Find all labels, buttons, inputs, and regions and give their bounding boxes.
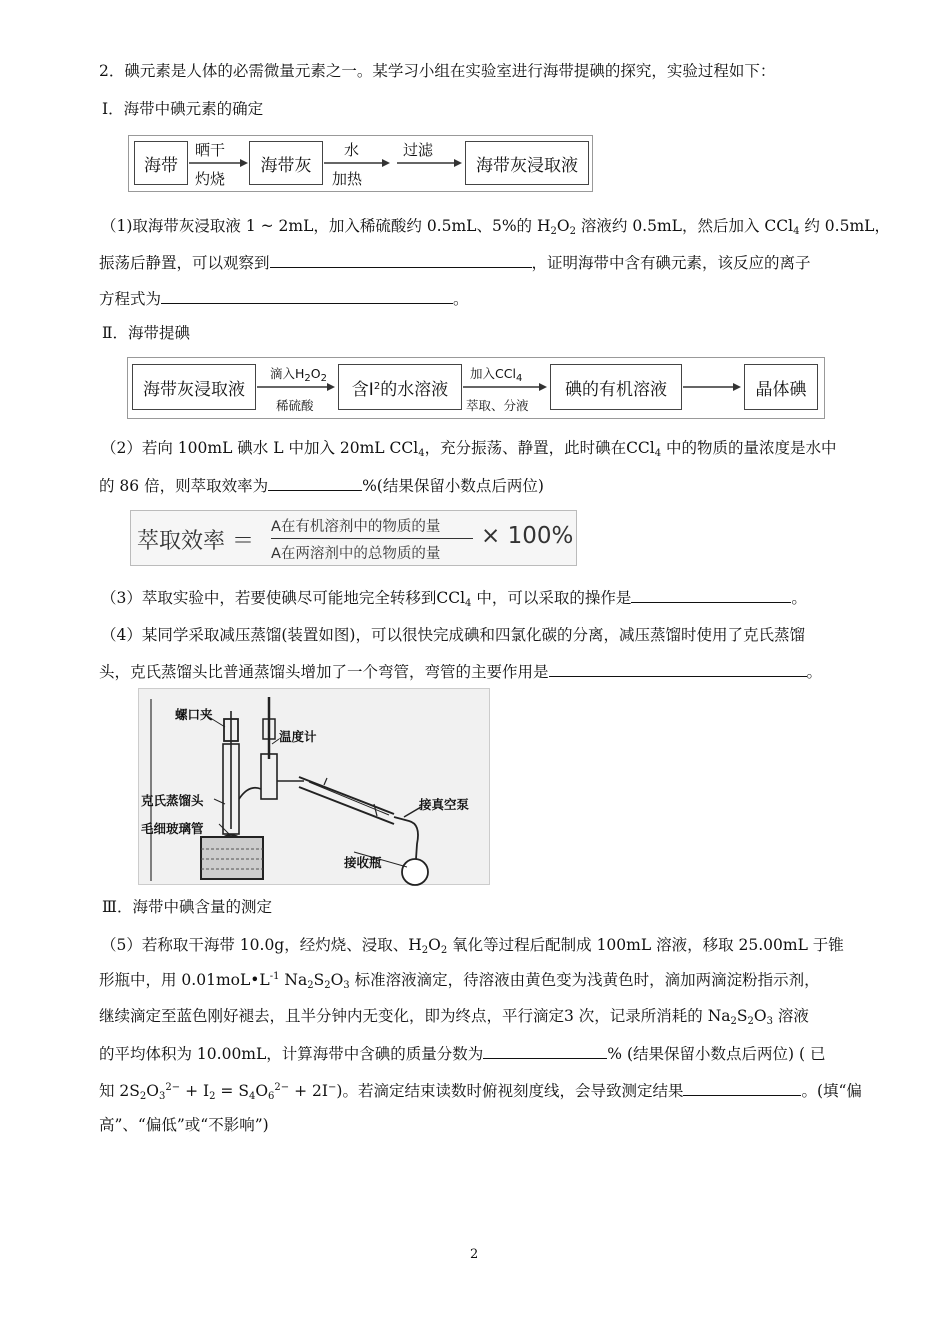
q4-line1: （4）某同学采取减压蒸馏(装置如图)，可以很快完成碘和四氯化碳的分离，减压蒸馏时使用了克氏蒸馏 bbox=[101, 626, 805, 644]
flow-box-jinquye: 海带灰浸取液 bbox=[465, 141, 589, 185]
page-number: 2 bbox=[470, 1247, 479, 1262]
label-claisen-head: 克氏蒸馏头 bbox=[141, 793, 204, 808]
flow-box-haidai: 海带 bbox=[134, 141, 188, 185]
q4-line2: 头，克氏蒸馏头比普通蒸馏头增加了一个弯管，弯管的主要作用是 。 bbox=[99, 659, 822, 683]
q5-blank-mass-fraction[interactable] bbox=[483, 1041, 607, 1059]
q1-blank-equation[interactable] bbox=[161, 286, 453, 304]
arrow1-top-label: 晒干 bbox=[195, 141, 226, 159]
flow2-arrow2-bottom: 萃取、分液 bbox=[466, 398, 529, 413]
q3-line: （3）萃取实验中，若要使碘尽可能地完全转移到CCl$_4$ 中，可以采取的操作是 。 bbox=[101, 585, 807, 609]
question-intro: 2．碘元素是人体的必需微量元素之一。某学习小组在实验室进行海带提碘的探究，实验过程如下： bbox=[99, 62, 776, 80]
q4-blank-function[interactable] bbox=[549, 659, 807, 677]
formula-numerator: A在有机溶剂中的物质的量 bbox=[271, 519, 441, 535]
q2-line1: （2）若向 100mL 碘水 L 中加入 20mL CCl$_4$，充分振荡、静置，此时碘在CCl$_4$ 中的物质的量浓度是水中 bbox=[101, 439, 837, 459]
q1-blank-observation[interactable] bbox=[270, 250, 532, 268]
arrow2-top-label: 水 bbox=[344, 141, 360, 159]
arrow1-bottom-label: 灼烧 bbox=[195, 170, 226, 188]
q3-blank-operation[interactable] bbox=[631, 585, 791, 603]
flow2-box-jinquye: 海带灰浸取液 bbox=[132, 364, 256, 410]
flow2-arrow1-bottom: 稀硫酸 bbox=[276, 398, 314, 413]
arrow3-top-label: 过滤 bbox=[403, 141, 434, 159]
flow2-arrows bbox=[0, 340, 950, 430]
q5-line4: 的平均体积为 10.00mL，计算海带中含碘的质量分数为 % (结果保留小数点后两位) ( 已 bbox=[99, 1041, 825, 1065]
arrow2-bottom-label: 加热 bbox=[332, 170, 363, 188]
fraction-bar bbox=[271, 538, 473, 539]
q5-blank-error-effect[interactable] bbox=[683, 1078, 801, 1096]
q5-line3: 继续滴定至蓝色刚好褪去，且半分钟内无变化，即为终点，平行滴定3 次，记录所消耗的 $Na_2S_2O_3$ 溶液 bbox=[99, 1007, 809, 1027]
flow2-arrow2-top: 加入CCl$_4$ bbox=[470, 366, 523, 384]
label-clamp: 螺口夹 bbox=[175, 707, 213, 722]
label-receiver: 接收瓶 bbox=[344, 855, 382, 870]
part1-title: Ⅰ．海带中碘元素的确定 bbox=[102, 100, 264, 118]
q5-line2: 形瓶中，用 $0.01moL•L^{-1}$ $Na_2S_2O_3$ 标准溶液滴定，待溶液由黄色变为浅黄色时，滴加两滴淀粉指示剂， bbox=[99, 971, 820, 991]
formula-denominator: A在两溶剂中的总物质的量 bbox=[271, 546, 441, 562]
formula-lhs: 萃取效率 ＝ bbox=[137, 529, 254, 554]
flow2-box-organic: 碘的有机溶液 bbox=[550, 364, 682, 410]
q2-line2: 的 86 倍，则萃取效率为 %(结果保留小数点后两位) bbox=[99, 473, 544, 497]
flow2-box-crystal: 晶体碘 bbox=[744, 364, 818, 410]
q1-line3: 方程式为 。 bbox=[99, 286, 469, 310]
q1-line2: 振荡后静置，可以观察到 ，证明海带中含有碘元素，该反应的离子 bbox=[99, 250, 811, 274]
extraction-efficiency-formula bbox=[130, 510, 577, 566]
q5-line5: 知 $2S_2O_3^{2-} + I_2 = S_4O_6^{2-} + 2I^-$)。若滴定结束读数时俯视刻度线，会导致测定结果 。(填“偏 bbox=[99, 1078, 862, 1102]
label-vacuum-pump: 接真空泵 bbox=[419, 797, 470, 812]
q5-line6: 高”、“偏低”或“不影响”) bbox=[99, 1116, 269, 1134]
q2-blank-efficiency[interactable] bbox=[268, 473, 362, 491]
q5-line1: （5）若称取干海带 10.0g，经灼烧、浸取、$H_2O_2$ 氧化等过程后配制成 100mL 溶液，移取 25.00mL 于锥 bbox=[101, 936, 844, 956]
part2-title: Ⅱ．海带提碘 bbox=[102, 324, 191, 342]
q1-line1: （1)取海带灰浸取液 1 ~ 2mL，加入稀硫酸约 0.5mL、5%的 $H_2O_2$ 溶液约 0.5mL，然后加入 CCl$_4$ 约 0.5mL， bbox=[101, 217, 890, 237]
flow2-box-i2-water: 含I 2 的水溶液 bbox=[338, 364, 462, 410]
flow-box-haidaihui: 海带灰 bbox=[249, 141, 323, 185]
part3-title: Ⅲ．海带中碘含量的测定 bbox=[102, 898, 272, 916]
label-thermometer: 温度计 bbox=[279, 729, 317, 744]
flow2-arrow1-top: 滴入$H_2O_2$ bbox=[270, 366, 327, 384]
vacuum-distillation-apparatus bbox=[138, 688, 490, 885]
formula-rhs: × 100% bbox=[481, 523, 574, 549]
label-capillary: 毛细玻璃管 bbox=[141, 821, 204, 836]
flow-arrows bbox=[0, 0, 950, 200]
